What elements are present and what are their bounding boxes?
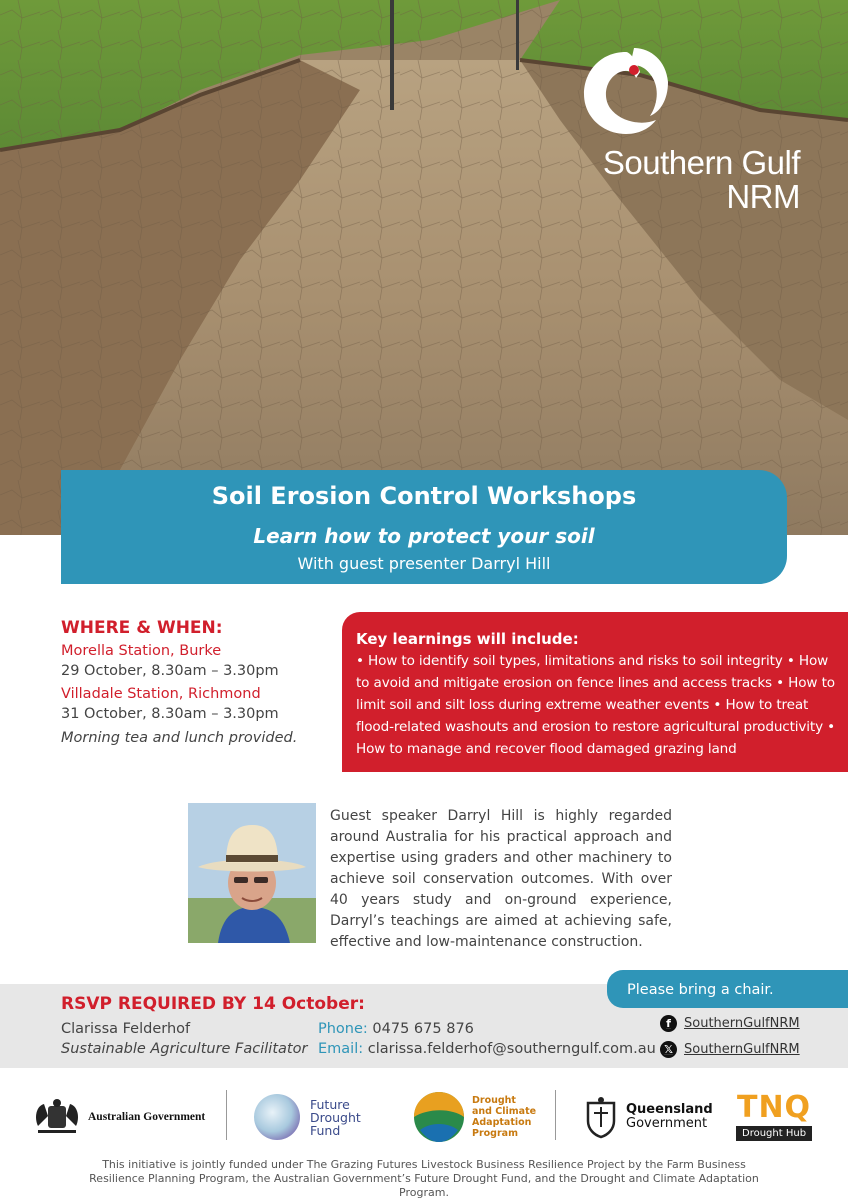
tnq-subtitle: Drought Hub: [736, 1126, 812, 1141]
coat-of-arms-icon: [30, 1096, 84, 1138]
speaker-portrait-illustration: [188, 803, 316, 943]
x-link[interactable]: [660, 1041, 800, 1058]
funding-logos: [0, 1082, 848, 1152]
x-icon: 𝕏: [660, 1041, 677, 1058]
contact-name: Clarissa Felderhof: [61, 1021, 191, 1037]
brand-name-line2: NRM: [726, 178, 800, 215]
brolga-logo-icon: [580, 42, 672, 138]
fdf-line1: Future: [310, 1096, 350, 1112]
tnq-drought-hub-logo: [736, 1082, 812, 1152]
dcap-logo: [412, 1082, 536, 1152]
presenter-line: With guest presenter Darryl Hill: [297, 554, 551, 573]
speaker-bio: Guest speaker Darryl Hill is highly regarded around Australia for his practical approach and expertise using graders and other machinery to achieve soil conservation outcomes. With over 40 years study and on-ground experience, Darryl’s teachings are aimed at achieving safe, effective and low-maintenance construction.: [330, 808, 672, 950]
session-datetime: 29 October, 8.30am – 3.30pm: [61, 663, 279, 679]
dcap-line3: Adaptation: [472, 1117, 532, 1128]
email-label: Email:: [318, 1041, 364, 1057]
logo-divider: [226, 1090, 227, 1140]
brand-name-line1: Southern Gulf: [602, 144, 800, 181]
dcap-line1: Drought: [472, 1095, 516, 1106]
future-drought-fund-logo: [252, 1082, 361, 1152]
eroded-gully-illustration: [0, 0, 848, 535]
aus-gov-label: Australian Government: [88, 1111, 206, 1123]
catering-note: Morning tea and lunch provided.: [61, 730, 298, 746]
phone-label: Phone:: [318, 1021, 368, 1037]
dcap-line2: and Climate: [472, 1106, 537, 1117]
rsvp-title: RSVP REQUIRED BY 14 October:: [61, 994, 365, 1014]
qld-line1: Queensland: [626, 1102, 713, 1117]
key-learnings-list: • How to identify soil types, limitations and risks to soil integrity • How to avoid and mitigate erosion on fence lines and access tracks • How to limit soil and silt loss during extreme weather events • How to treat flood-related washouts and erosion to restore agricultural productivity • How to manage and recover flood damaged grazing land: [356, 653, 836, 757]
session-location: Villadale Station, Richmond: [61, 686, 261, 702]
funding-footer: This initiative is jointly funded under The Grazing Futures Livestock Business Resilience Project by the Farm Business Resilience Planning Program, the Australian Government’s Future Drought Fund, and the Drought and Climate Adaptation Program.: [89, 1158, 759, 1199]
dcap-globe-icon: [412, 1090, 466, 1144]
where-when-heading: WHERE & WHEN:: [61, 618, 223, 638]
hero-photo: [0, 0, 848, 535]
fdf-sphere-icon: [252, 1092, 302, 1142]
australian-government-logo: [30, 1082, 205, 1152]
x-handle[interactable]: SouthernGulfNRM: [684, 1042, 800, 1057]
session-location: Morella Station, Burke: [61, 643, 222, 659]
qld-line2: Government: [626, 1116, 708, 1131]
title-banner: [61, 470, 787, 584]
email-address[interactable]: clarissa.felderhof@southerngulf.com.au: [367, 1041, 656, 1057]
page-subtitle: Learn how to protect your soil: [253, 524, 595, 548]
key-learnings-heading: Key learnings will include:: [356, 630, 579, 648]
contact-phone[interactable]: [318, 1021, 474, 1037]
session-datetime: 31 October, 8.30am – 3.30pm: [61, 706, 279, 722]
bring-chair-note: Please bring a chair.: [607, 970, 848, 1008]
where-when-section: [61, 618, 331, 749]
contact-role: Sustainable Agriculture Facilitator: [61, 1041, 308, 1057]
qld-crest-icon: [582, 1095, 620, 1139]
key-learnings-box: [342, 612, 848, 772]
fdf-line2: Drought: [310, 1109, 361, 1125]
speaker-photo: [188, 803, 316, 943]
fdf-line3: Fund: [310, 1122, 341, 1138]
page-title: Soil Erosion Control Workshops: [211, 482, 637, 510]
facebook-link[interactable]: [660, 1015, 800, 1032]
phone-number[interactable]: 0475 675 876: [372, 1021, 474, 1037]
logo-divider: [555, 1090, 556, 1140]
dcap-line4: Program: [472, 1128, 518, 1139]
tnq-wordmark: TNQ: [736, 1090, 812, 1125]
contact-email[interactable]: [318, 1041, 656, 1057]
facebook-handle[interactable]: SouthernGulfNRM: [684, 1016, 800, 1031]
facebook-icon: f: [660, 1015, 677, 1032]
queensland-government-logo: [582, 1082, 713, 1152]
